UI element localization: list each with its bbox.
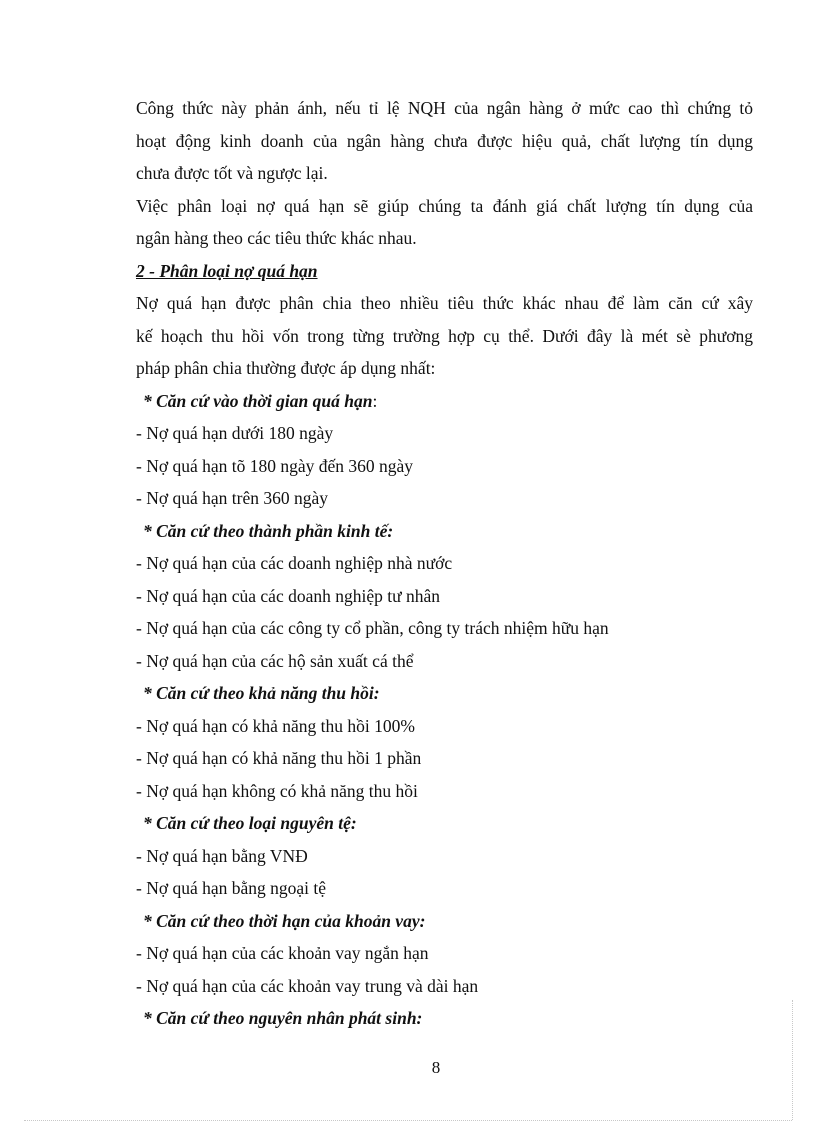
list-item: - Nợ quá hạn không có khả năng thu hồi (136, 780, 418, 801)
criterion-heading (136, 385, 753, 418)
intro-line: kế hoạch thu hồi vốn trong từng trường hợp cụ thể. Dưới đây là mét sè phương (136, 325, 753, 346)
paragraph-line: Việc phân loại nợ quá hạn sẽ giúp chúng ta đánh giá chất lượng tín dụng của (136, 195, 753, 216)
criterion-tail: : (372, 390, 378, 411)
page-number: 8 (431, 1058, 441, 1077)
intro-line: pháp phân chia thường được áp dụng nhất: (136, 358, 436, 378)
paragraph-line: ngân hàng theo các tiêu thức khác nhau. (136, 228, 417, 248)
page-bottom-border (24, 1120, 792, 1121)
intro-line: Nợ quá hạn được phân chia theo nhiều tiêu thức khác nhau để làm căn cứ xây (136, 293, 753, 313)
criterion-heading (136, 807, 753, 840)
criterion-title: * Căn cứ theo loại nguyên tệ: (143, 813, 357, 833)
list-item: - Nợ quá hạn của các khoản vay trung và dài hạn (136, 975, 479, 996)
list-item: - Nợ quá hạn của các doanh nghiệp tư nhân (136, 585, 440, 606)
list-item: - Nợ quá hạn trên 360 ngày (136, 488, 328, 508)
list-item: - Nợ quá hạn của các doanh nghiệp nhà nước (136, 553, 453, 573)
paragraph-line: chưa được tốt và ngược lại. (136, 163, 328, 183)
list-item: - Nợ quá hạn dưới 180 ngày (136, 423, 334, 443)
paragraph-line: hoạt động kinh doanh của ngân hàng chưa được hiệu quả, chất lượng tín dụng (136, 130, 753, 151)
paragraph-line: Công thức này phản ánh, nếu tỉ lệ NQH của ngân hàng ở mức cao thì chứng tỏ (136, 98, 753, 118)
list-item: - Nợ quá hạn của các công ty cổ phần, công ty trách nhiệm hữu hạn (136, 618, 609, 638)
criterion-heading (136, 905, 753, 938)
list-item: - Nợ quá hạn của các hộ sản xuất cá thể (136, 650, 414, 671)
criterion-heading (136, 1002, 753, 1035)
criterion-heading (136, 515, 753, 548)
list-item: - Nợ quá hạn của các khoản vay ngắn hạn (136, 943, 429, 963)
list-item: - Nợ quá hạn có khả năng thu hồi 1 phần (136, 748, 422, 768)
list-item: - Nợ quá hạn tõ 180 ngày đến 360 ngày (136, 455, 414, 476)
criterion-title: * Căn cứ theo thành phần kinh tế: (143, 520, 394, 541)
criterion-heading (136, 677, 753, 710)
list-item: - Nợ quá hạn bằng ngoại tệ (136, 878, 327, 898)
criterion-title: * Căn cứ theo thời hạn của khoản vay: (143, 910, 426, 931)
list-item: - Nợ quá hạn có khả năng thu hồi 100% (136, 715, 415, 736)
list-item: - Nợ quá hạn bằng VNĐ (136, 845, 308, 866)
criterion-title: * Căn cứ theo nguyên nhân phát sinh: (143, 1008, 423, 1028)
section-heading: 2 - Phân loại nợ quá hạn (136, 260, 318, 281)
criterion-title: * Căn cứ theo khả năng thu hồi: (143, 683, 380, 703)
page-body (136, 92, 753, 1035)
page-right-border (792, 1000, 793, 1120)
criterion-title: * Căn cứ vào thời gian quá hạn (143, 390, 373, 411)
